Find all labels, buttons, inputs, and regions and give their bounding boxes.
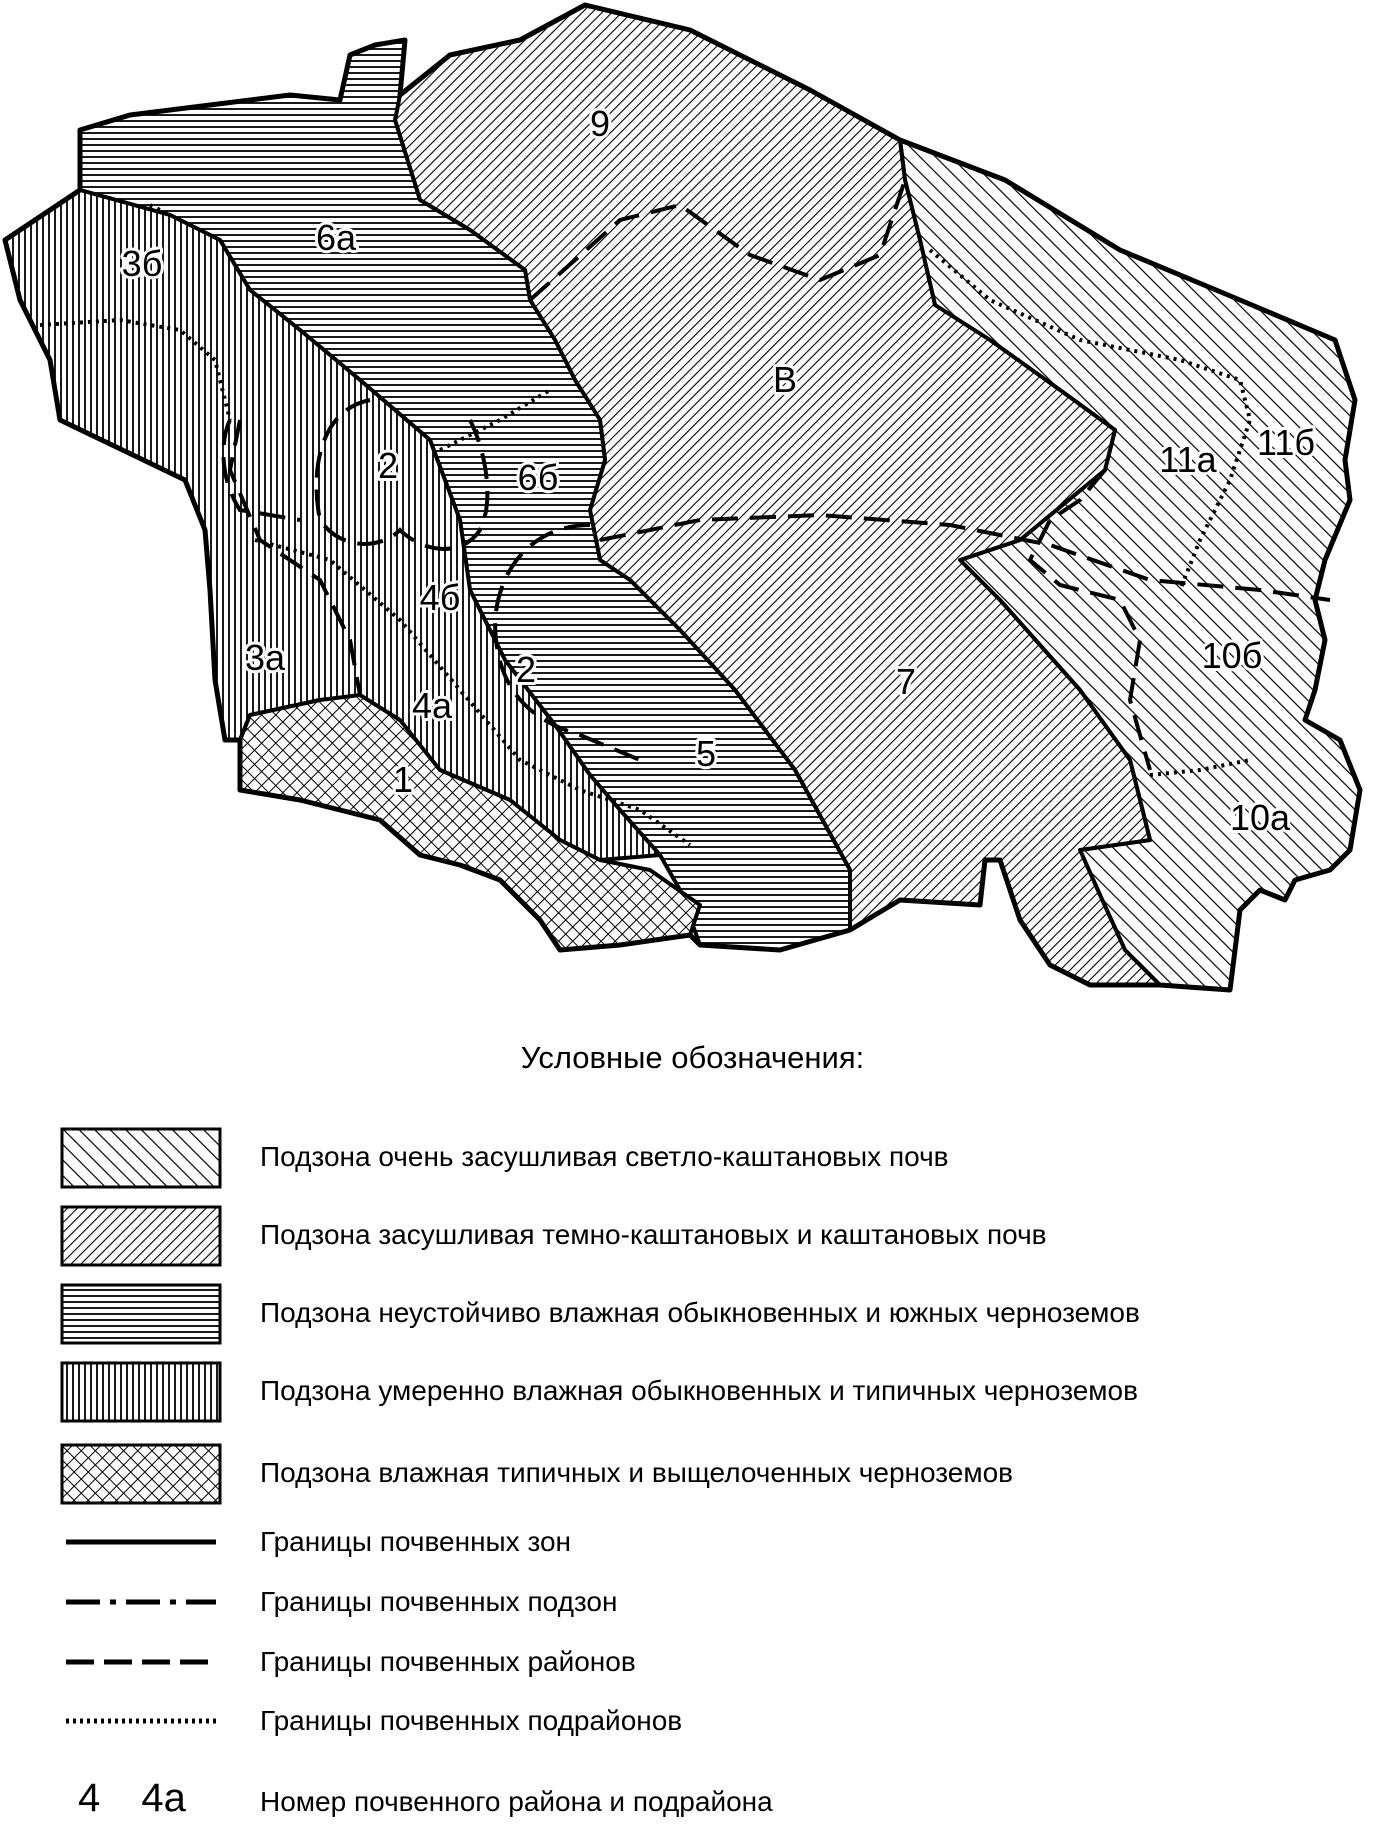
swatch-vertical [60,1361,222,1423]
region-label-10b: 10б [1201,635,1263,676]
legend-row-zone-boundary [60,1522,1360,1588]
region-label-10a: 10а [1229,797,1291,838]
legend-row-subzone-boundary [60,1582,1360,1648]
legend-label: Границы почвенных зон [260,1526,572,1557]
region-label-5: 5 [695,733,717,774]
region-label-11a: 11а [1159,439,1217,480]
region-label-2-lower: 2 [515,649,537,690]
region-label-6a: 6а [315,217,357,258]
swatch-crosshatch [60,1443,222,1505]
dash-dot-line-symbol [60,1582,222,1622]
swatch-diag-dark [60,1205,222,1267]
region-label-4b: 4б [419,577,461,618]
legend-row-number-sample [60,1782,1360,1822]
legend-label: Границы почвенных подзон [260,1586,618,1617]
legend-label: Границы почвенных подрайонов [260,1705,683,1736]
region-label-2-upper: 2 [377,445,399,486]
legend-row-unstable-humid [60,1283,1360,1349]
legend-label: Подзона засушливая темно-каштановых и каштановых почв [260,1219,1047,1250]
legend-label: Номер почвенного района и подрайона [260,1786,773,1817]
legend-row-very-dry [60,1127,1360,1193]
region-label-3a: 3а [244,637,286,678]
region-label-9: 9 [589,103,611,144]
legend-label: Границы почвенных районов [260,1646,636,1677]
legend-label: Подзона неустойчиво влажная обыкновенных и южных черноземов [260,1297,1140,1328]
region-label-7: 7 [895,661,917,702]
region-label-11b: 11б [1257,422,1315,463]
region-label-6b: 6б [517,457,559,498]
legend-label: Подзона влажная типичных и выщелоченных черноземов [260,1457,1014,1488]
legend-row-dry [60,1205,1360,1271]
region-label-3b: 3б [121,243,163,284]
legend-row-district-boundary [60,1642,1360,1708]
district-number-sample: 4 [78,1776,101,1820]
subdistrict-number-sample: 4а [141,1776,186,1820]
swatch-horizontal [60,1283,222,1345]
legend-label: Подзона умеренно влажная обыкновенных и типичных черноземов [260,1375,1138,1406]
dotted-line-symbol [60,1701,222,1741]
legend-row-moderate-humid [60,1361,1360,1427]
legend-label: Подзона очень засушливая светло-каштановых почв [260,1141,949,1172]
region-label-4a: 4а [411,685,453,726]
legend-row-subdistrict-boundary [60,1701,1360,1767]
swatch-diag-light [60,1127,222,1189]
dashed-line-symbol [60,1642,222,1682]
region-label-1: 1 [392,759,414,800]
solid-line-symbol [60,1522,222,1562]
legend-row-humid [60,1443,1360,1509]
legend-title: Условные обозначения: [520,1040,865,1075]
region-label-v: В [772,359,798,400]
